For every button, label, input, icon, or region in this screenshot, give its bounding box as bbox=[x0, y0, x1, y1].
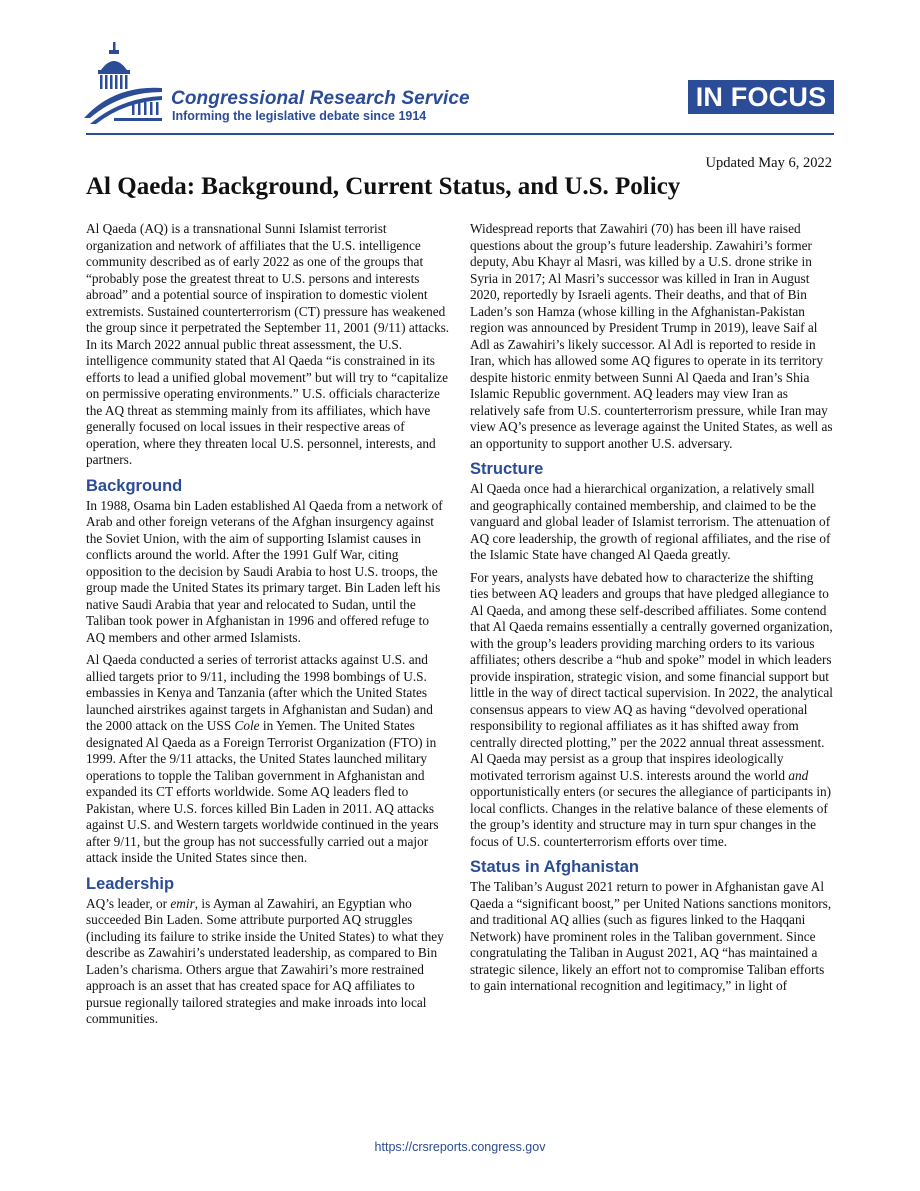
right-column bbox=[470, 221, 834, 1001]
organization-tagline: Informing the legislative debate since 1914 bbox=[172, 109, 427, 123]
leadership-paragraph-2: Widespread reports that Zawahiri (70) has been ill have raised questions about the group’s future leadership. Zawahiri’s former deputy, Abu Khayr al Masri, was killed by a U.S. drone strike in Syria in 2017; Al Masri’s successor was killed in Iran in August 2020, reportedly by Israeli agents. Their deaths, and that of Bin Laden’s son Hamza (whose killing in the Afghanistan-Pakistan region was announced by President Trump in 2019), leave Saif al Adl as Zawahiri’s likely successor. Al Adl is reported to reside in Iran, which has allowed some AQ figures to operate in its territory despite historic enmity between Sunni Al Qaeda and Iran’s Shia Islamic Republic government. AQ leaders may view Iran as relatively safe from U.S. counterterrorism pressure, while Iran may view AQ’s presence as leverage against the United States, as well as an opportunity to support another U.S. adversary. bbox=[470, 221, 833, 451]
capitol-dome-icon bbox=[84, 40, 164, 130]
intro-paragraph: Al Qaeda (AQ) is a transnational Sunni Islamist terrorist organization and network of affiliates that the U.S. intelligence community described as of early 2022 as one of the groups that “probably pose the greatest threat to U.S. persons and interests abroad” and a potential source of inspiration to domestic violent extremists. Sustained counterterrorism (CT) pressure has weakened the group since it perpetrated the September 11, 2001 (9/11) attacks. In its March 2022 annual public threat assessment, the U.S. intelligence community stated that Al Qaeda “is constrained in its efforts to lead a unified global movement” but will try to “capitalize on permissive operating environments.” U.S. officials characterize the AQ threat as stemming mainly from its affiliates, which have generally focused on local issues in their respective areas of operation, where they threaten local U.S. personnel, interests, and partners. bbox=[86, 221, 450, 467]
background-paragraph-1: In 1988, Osama bin Laden established Al Qaeda from a network of Arab and other foreign veterans of the Afghan insurgency against the Soviet Union, with the aim of supporting Islamist causes in conflicts around the world. After the 1991 Gulf War, citing opposition to the decision by Saudi Arabia to host U.S. troops, the group made the United States its primary target. Bin Laden left his native Saudi Arabia that year and relocated to Sudan, until the Taliban took power in Afghanistan in 1996 and offered refuge to AQ members and other armed Islamists. bbox=[86, 497, 443, 645]
updated-date: Updated May 6, 2022 bbox=[705, 155, 832, 171]
emir-term: emir bbox=[170, 895, 195, 911]
structure-paragraph-1: Al Qaeda once had a hierarchical organization, a relatively small and geographically contained membership, and claimed to be the vanguard and global leader of Islamist terrorism. The attenuation of AQ core leadership, the growth of regional affiliates, and the rise of the Islamic State have changed Al Qaeda greatly. bbox=[470, 481, 831, 562]
structure-paragraph-2: For years, analysts have debated how to characterize the shifting ties between AQ leaders and groups that have pledged allegiance to Al Qaeda, and among these self-described affiliates. Some contend that Al Qaeda remains essentially a centrally governed organization, with the group’s leaders providing marching orders to its various affiliates; others describe a “hub and spoke” model in which leaders provide inspiration, strategic vision, and some financial support but little in the way of direct tactical supervision. In 2022, the analytical consensus appears to view AQ as having “devolved operational responsibility to regional affiliates as it has shifted away from centrally directed plotting,” per the 2022 annual threat assessment. Al Qaeda may persist as a group that inspires ideologically motivated terrorism against U.S. interests around the world and opportunistically enters (or secures the allegiance of participants in) local conflicts. Changes in the relative balance of these elements of the group’s identity and structure may in turn spur changes in the focus of U.S. counterterrorism efforts over time. bbox=[470, 569, 833, 849]
in-focus-badge: IN FOCUS bbox=[688, 80, 834, 114]
section-heading-structure: Structure bbox=[470, 460, 544, 478]
leadership-paragraph-1: AQ’s leader, or emir, is Ayman al Zawahiri, an Egyptian who succeeded Bin Laden. Some attribute purported AQ struggles (including its failure to strike inside the United States) to what they describe as Zawahiri’s understated leadership, as compared to Bin Laden’s charisma. Others argue that Zawahiri’s more restrained approach is an asset that has created space for AQ affiliates to pursue regionally tailored strategies and make inroads into local communities. bbox=[86, 895, 444, 1026]
section-heading-afghanistan: Status in Afghanistan bbox=[470, 858, 639, 876]
organization-name: Congressional Research Service bbox=[171, 88, 470, 109]
section-heading-background: Background bbox=[86, 476, 183, 495]
left-column bbox=[86, 221, 450, 1034]
emphasis-and: and bbox=[788, 767, 809, 783]
afghanistan-paragraph-1: The Taliban’s August 2021 return to power in Afghanistan gave Al Qaeda a “significant boost,” per United Nations sanctions monitors, and traditional AQ allies (such as figures linked to the Haqqani Network) have prominent roles in the Taliban government. Since congratulating the Taliban in August 2021, AQ “has maintained a strategic silence, likely an effort not to compromise Taliban efforts to gain international recognition and legitimacy,” in light of bbox=[470, 879, 832, 993]
footer-url-link[interactable]: https://crsreports.congress.gov bbox=[374, 1140, 546, 1154]
report-header bbox=[0, 0, 920, 140]
ship-name: Cole bbox=[234, 718, 260, 733]
page-title: Al Qaeda: Background, Current Status, and U.S. Policy bbox=[86, 173, 681, 200]
header-divider bbox=[86, 133, 834, 135]
background-paragraph-2: Al Qaeda conducted a series of terrorist attacks against U.S. and allied targets prior to 9/11, including the 1998 bombings of U.S. embassies in Kenya and Tanzania (after which the United States launched airstrikes against targets in Afghanistan and Sudan) and the 2000 attack on the USS Cole in Yemen. The United States designated Al Qaeda as a Foreign Terrorist Organization (FTO) in 1999. After the 9/11 attacks, the United States launched military operations to topple the Taliban government in Afghanistan and expanded its CT efforts worldwide. Some AQ leaders fled to Pakistan, where U.S. forces killed Bin Laden in 2011. AQ attacks against U.S. and Western targets worldwide continued in the years after 9/11, but the group has not successfully carried out a major attack inside the United States since then. bbox=[86, 652, 439, 865]
section-heading-leadership: Leadership bbox=[86, 874, 175, 893]
